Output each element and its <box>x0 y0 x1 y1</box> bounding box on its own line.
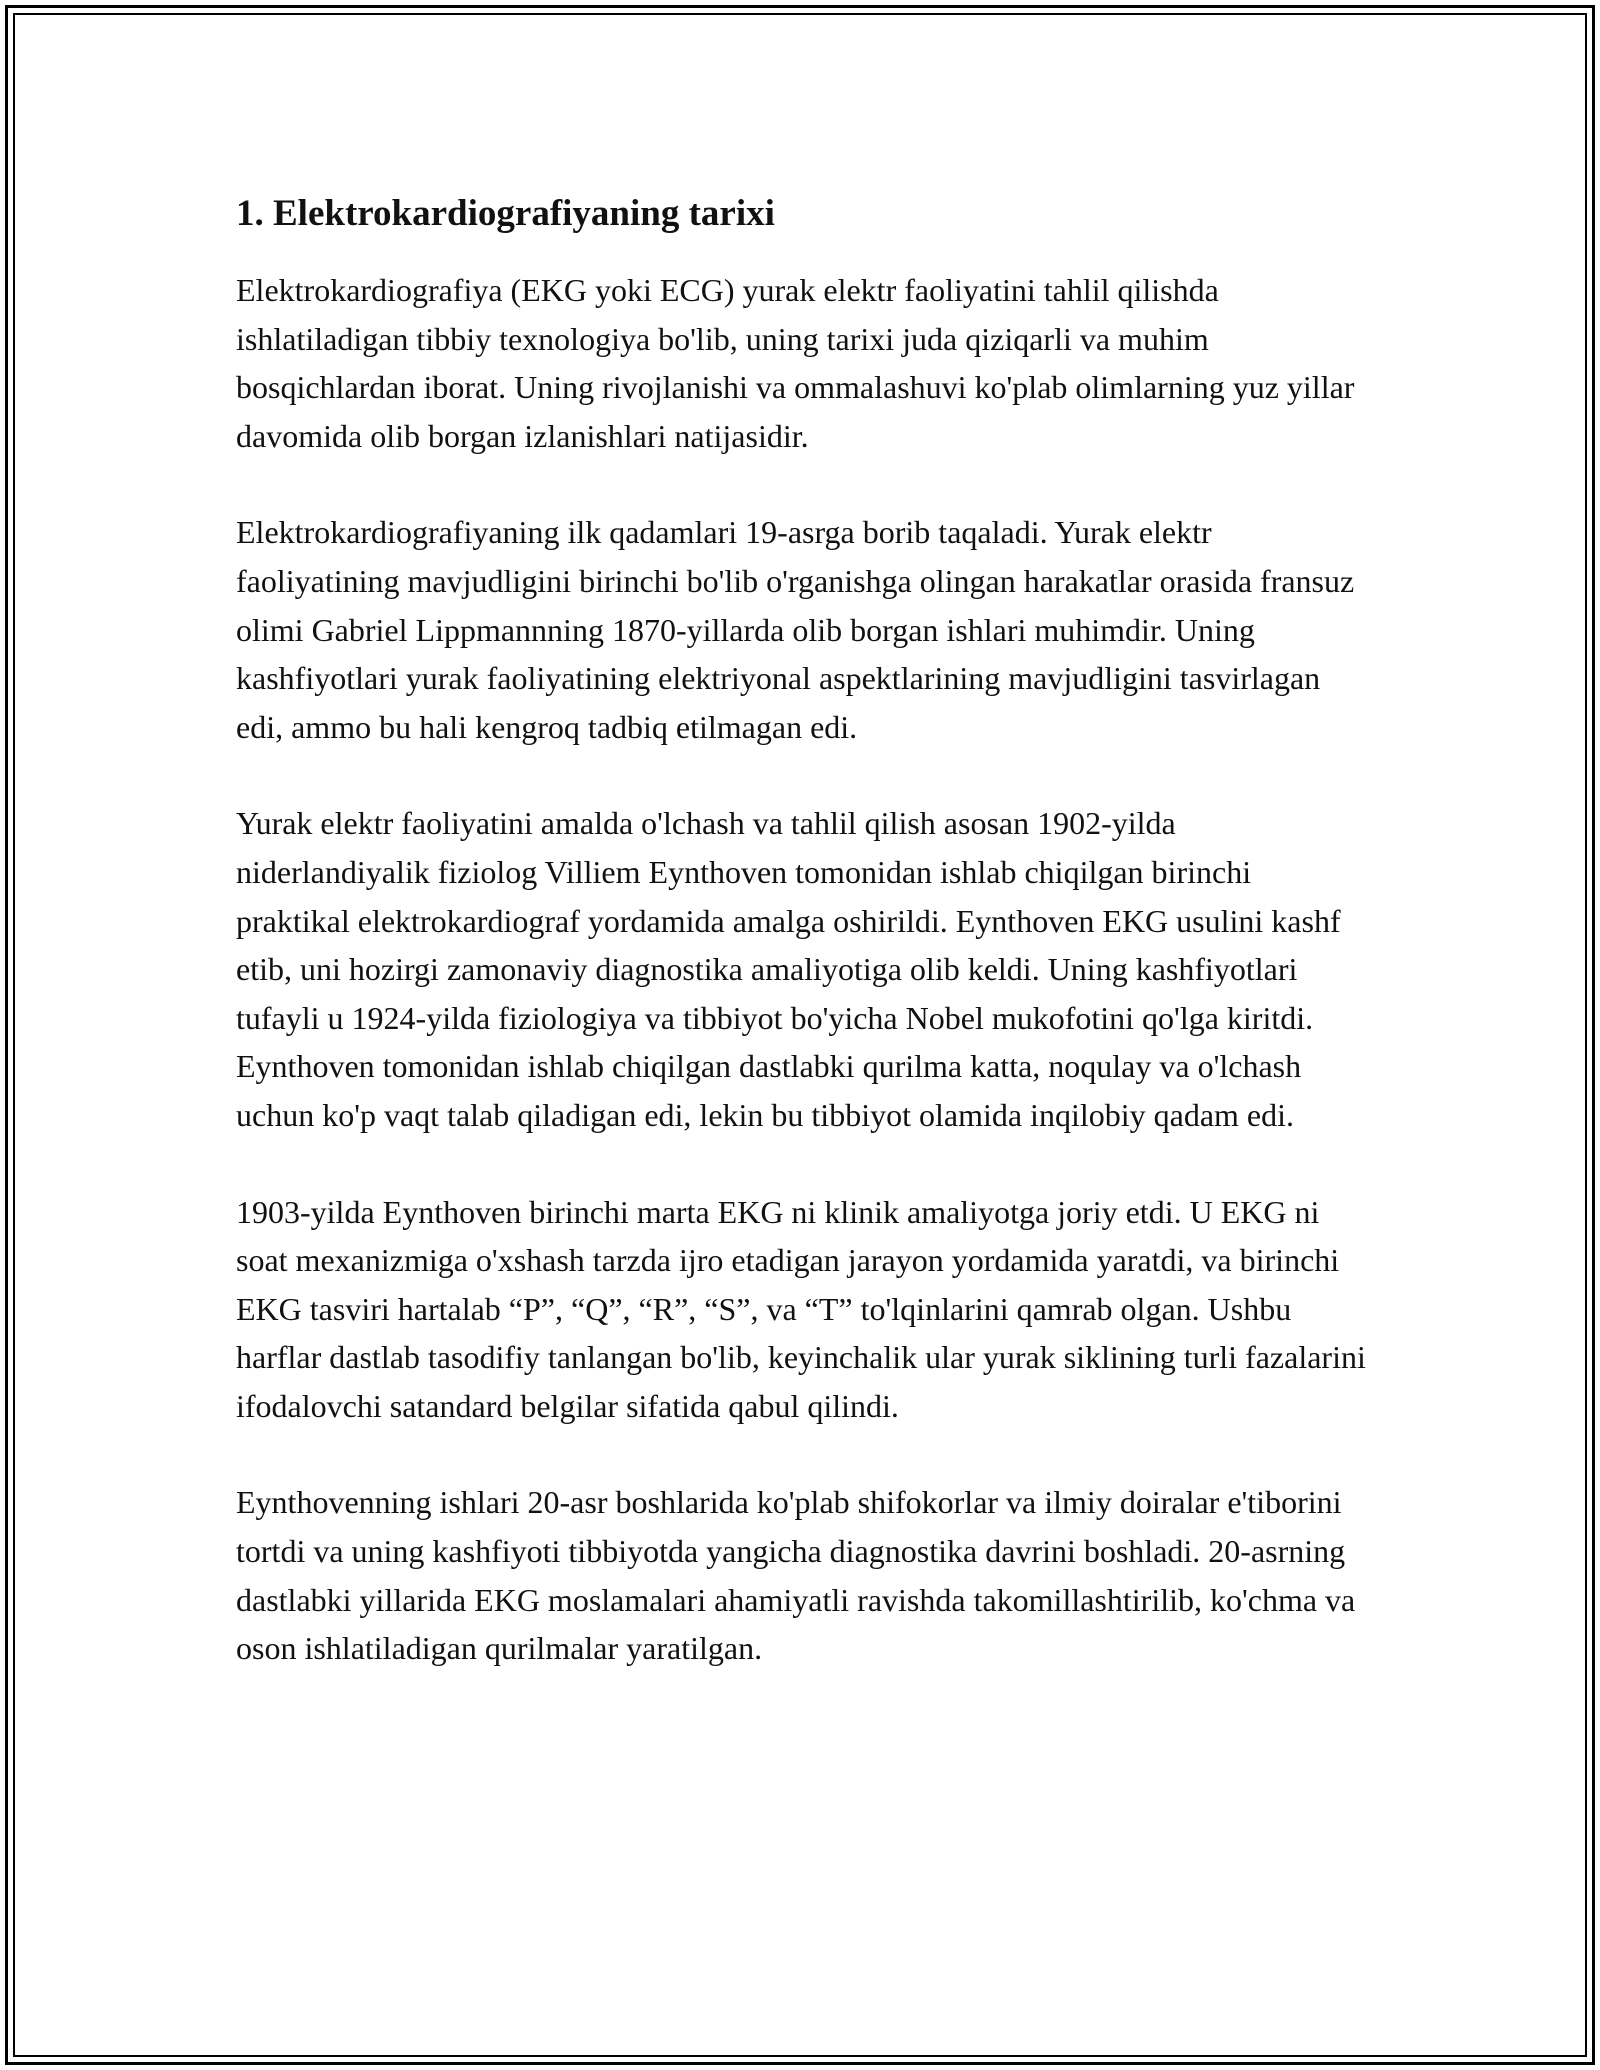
paragraph-intro: Elektrokardiografiya (EKG yoki ECG) yurak elektr faoliyatini tahlil qilishda ishlatiladigan tibbiy texnologiya bo'lib, uning tarixi juda qiziqarli va muhim bosqichlardan iborat. Uning rivojlanishi va ommalashuvi ko'plab olimlarning yuz yillar davomida olib borgan izlanishlari natijasidir. <box>236 272 1355 454</box>
paragraph-einthoven-device: Yurak elektr faoliyatini amalda o'lchash va tahlil qilish asosan 1902-yilda niderlandiyalik fiziolog Villiem Eynthoven tomonidan ishlab chiqilgan birinchi praktikal elektrokardiograf yordamida amalga oshirildi. Eynthoven EKG usulini kashf etib, uni hozirgi zamonaviy diagnostika amaliyotiga olib keldi. Uning kashfiyotlari tufayli u 1924-yilda fiziologiya va tibbiyot bo'yicha Nobel mukofotini qo'lga kiritdi. Eynthoven tomonidan ishlab chiqilgan dastlabki qurilma katta, noqulay va o'lchash uchun ko'p vaqt talab qiladigan edi, lekin bu tibbiyot olamida inqilobiy qadam edi. <box>236 805 1341 1133</box>
paragraph-origins: Elektrokardiografiyaning ilk qadamlari 19-asrga borib taqaladi. Yurak elektr faoliyatining mavjudligini birinchi bo'lib o'rganishga olingan harakatlar orasida fransuz olimi Gabriel Lippmannning 1870-yillarda olib borgan ishlari muhimdir. Uning kashfiyotlari yurak faoliyatining elektriyonal aspektlarining mavjudligini tasvirlagan edi, ammo bu hali kengroq tadbiq etilmagan edi. <box>236 514 1355 745</box>
paragraph-20th-century: Eynthovenning ishlari 20-asr boshlarida ko'plab shifokorlar va ilmiy doiralar e'tiborini tortdi va uning kashfiyoti tibbiyotda yangicha diagnostika davrini boshladi. 20-asrning dastlabki yillarida EKG moslamalari ahamiyatli ravishda takomillashtirilib, ko'chma va oson ishlatiladigan qurilmalar yaratilgan. <box>236 1484 1356 1667</box>
paragraph-clinical-practice: 1903-yilda Eynthoven birinchi marta EKG ni klinik amaliyotga joriy etdi. U EKG ni soat mexanizmiga o'xshash tarzda ijro etadigan jarayon yordamida yaratdi, va birinchi EKG tasviri hartalab “P”, “Q”, “R”, “S”, va “T” to'lqinlarini qamrab olgan. Ushbu harflar dastlab tasodifiy tanlangan bo'lib, keyinchalik ular yurak siklining turli fazalarini ifodalovchi satandard belgilar sifatida qabul qilindi. <box>236 1193 1366 1424</box>
document-body <box>236 184 1371 1721</box>
section-heading: 1. Elektrokardiografiyaning tarixi <box>236 193 775 234</box>
